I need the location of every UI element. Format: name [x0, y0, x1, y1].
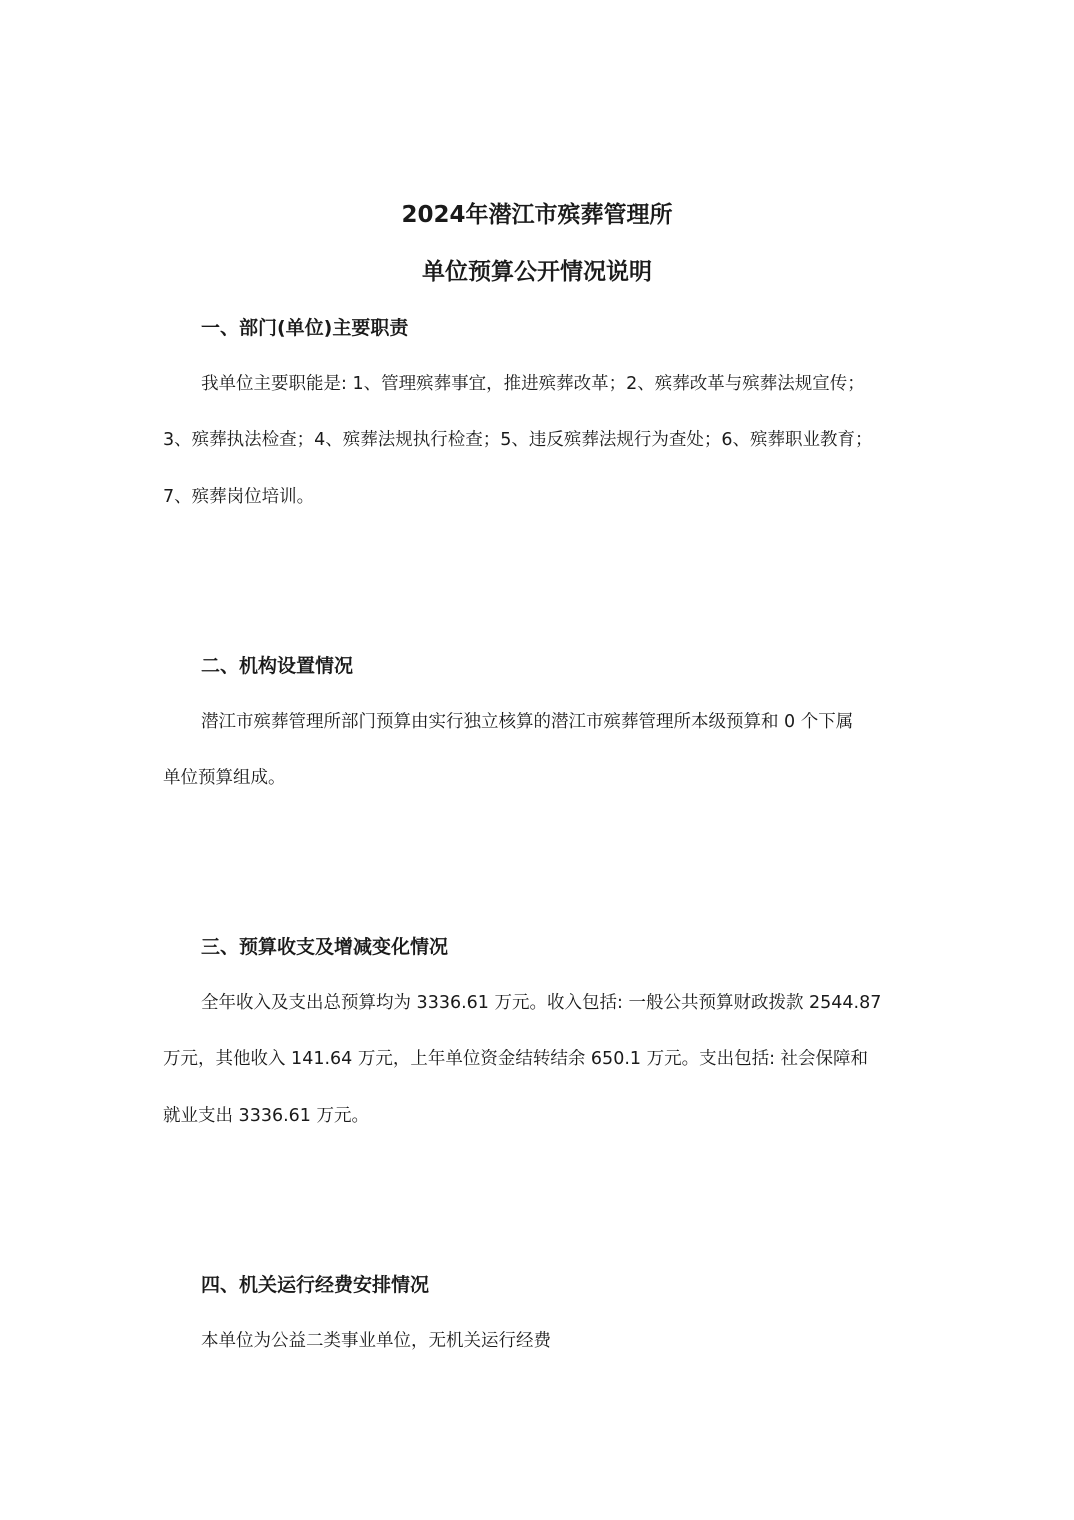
document-title-line-1: 2024年潜江市殡葬管理所	[401, 202, 673, 228]
paragraph-line: 3、殡葬执法检查；4、殡葬法规执行检查；5、违反殡葬法规行为查处；6、殡葬职业教育；	[163, 430, 873, 450]
section-heading: 二、机构设置情况	[201, 655, 354, 677]
paragraph-line: 单位预算组成。	[163, 768, 286, 788]
paragraph-line: 就业支出 3336.61 万元。	[163, 1106, 369, 1126]
paragraph-line: 全年收入及支出总预算均为 3336.61 万元。收入包括: 一般公共预算财政拨款 2544.87	[201, 993, 882, 1013]
section-heading: 四、机关运行经费安排情况	[201, 1274, 430, 1296]
paragraph-line: 我单位主要职能是: 1、管理殡葬事宜，推进殡葬改革；2、殡葬改革与殡葬法规宣传；	[201, 374, 865, 394]
section-heading: 一、部门(单位)主要职责	[201, 317, 409, 339]
paragraph-line: 万元，其他收入 141.64 万元，上年单位资金结转结余 650.1 万元。支出包括: 社会保障和	[163, 1049, 869, 1069]
section-heading: 三、预算收支及增减变化情况	[201, 936, 449, 958]
paragraph-line: 7、殡葬岗位培训。	[163, 487, 315, 507]
document-title-line-2: 单位预算公开情况说明	[422, 259, 652, 285]
paragraph-line: 本单位为公益二类事业单位，无机关运行经费	[201, 1331, 551, 1351]
paragraph-line: 潜江市殡葬管理所部门预算由实行独立核算的潜江市殡葬管理所本级预算和 0 个下属	[201, 712, 854, 732]
